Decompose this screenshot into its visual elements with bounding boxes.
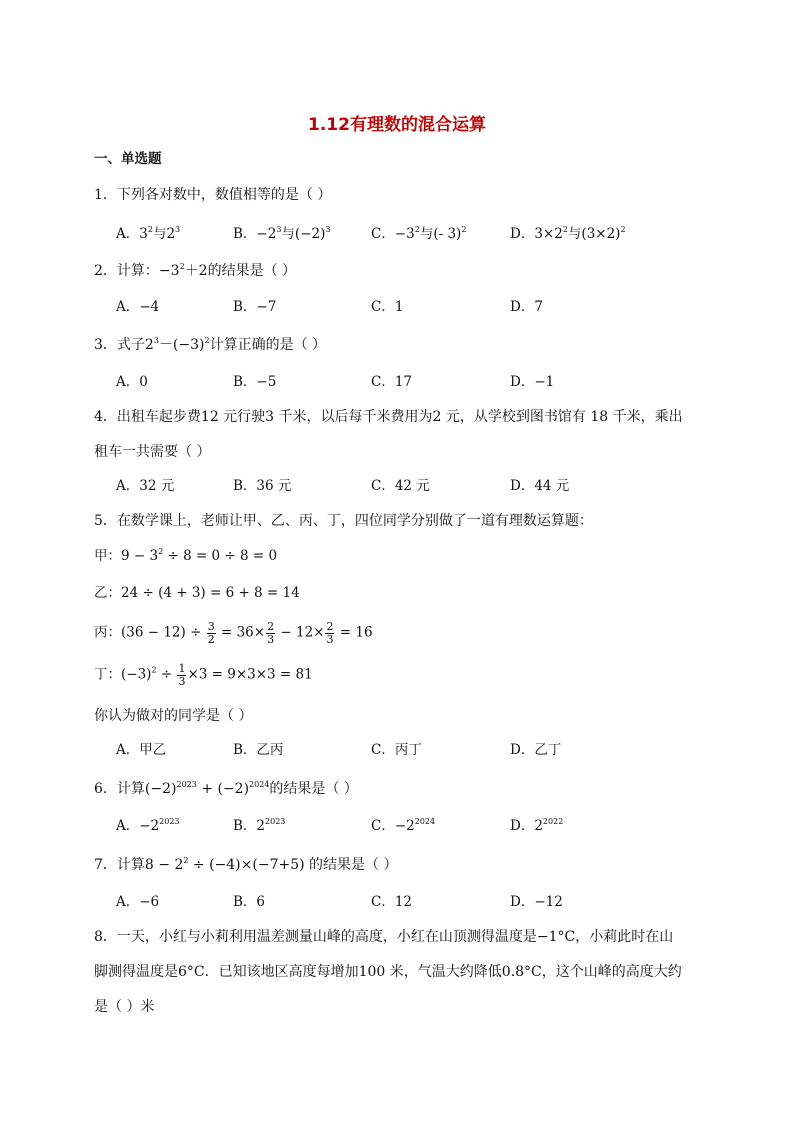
question-7-option-b: B．6 bbox=[233, 894, 266, 910]
question-3-option-b: B．−5 bbox=[233, 374, 277, 390]
question-5-option-c: C．丙丁 bbox=[371, 742, 422, 758]
fraction: $\frac{1}{3}$ bbox=[178, 662, 186, 688]
solution-bing: 丙：(36 − 12) ÷ $\frac{3}{2}$ = 36× $\frac{2}{3}$ − 12× $\frac{2}{3}$ = 16 bbox=[94, 620, 373, 646]
question-7-option-d: D．−12 bbox=[510, 894, 563, 910]
question-8-stem-line-3: 是（ ）米 bbox=[94, 999, 155, 1015]
fraction: $\frac{2}{3}$ bbox=[326, 620, 334, 646]
question-2-option-c: C．1 bbox=[371, 299, 404, 315]
question-6-stem: 6．计算$(-2)^{2023} + (-2)^{2024}$的结果是（ ） bbox=[94, 780, 358, 797]
question-4-option-a: A．32 元 bbox=[116, 478, 175, 494]
question-5-option-d: D．乙丁 bbox=[510, 742, 562, 758]
question-6-option-c: C．$-2^{2024}$ bbox=[371, 817, 436, 834]
question-3-option-c: C．17 bbox=[371, 374, 413, 390]
question-6-option-a: A．$-2^{2023}$ bbox=[116, 817, 180, 834]
fraction: $\frac{3}{2}$ bbox=[207, 620, 215, 646]
solution-ding: 丁：$(-3)^2$ ÷ $\frac{1}{3}$ ×3 = 9×3×3 = 81 bbox=[94, 662, 313, 688]
solution-jia: 甲：$9 - 3^2 \div 8 = 0 \div 8 = 0$ bbox=[94, 547, 278, 564]
question-7-option-c: C．12 bbox=[371, 894, 413, 910]
question-3-stem: 3．式子$2^3-(-3)^2$计算正确的是（ ） bbox=[94, 336, 327, 353]
question-5-stem: 5．在数学课上，老师让甲、乙、丙、丁，四位同学分别做了一道有理数运算题： bbox=[94, 513, 593, 529]
question-5-option-b: B．乙丙 bbox=[233, 742, 284, 758]
question-4-stem-line-1: 4．出租车起步费12 元行驶3 千米，以后每千米费用为2 元，从学校到图书馆有 18 千米，乘出 bbox=[94, 409, 683, 425]
question-1-stem: 1．下列各对数中，数值相等的是（ ） bbox=[94, 187, 332, 203]
question-8-stem-line-1: 8．一天，小红与小莉利用温差测量山峰的高度，小红在山顶测得温度是−1°C，小莉此时在山 bbox=[94, 929, 674, 945]
fraction: $\frac{2}{3}$ bbox=[267, 620, 275, 646]
question-2-stem: 2．计算：$-3^2+2$的结果是（ ） bbox=[94, 262, 297, 279]
question-2-option-a: A．−4 bbox=[116, 299, 160, 315]
question-1-option-a: A．$3^2$与$2^3$ bbox=[116, 225, 181, 242]
page-title: 1.12有理数的混合运算 bbox=[308, 115, 486, 135]
question-2-option-d: D．7 bbox=[510, 299, 543, 315]
solution-yi: 乙：24 ÷ (4 + 3) = 6 + 8 = 14 bbox=[94, 585, 300, 601]
question-4-option-b: B．36 元 bbox=[233, 478, 292, 494]
question-6-option-b: B．$2^{2023}$ bbox=[233, 817, 286, 834]
question-4-stem-line-2: 租车一共需要（ ） bbox=[94, 444, 211, 460]
question-5-ask: 你认为做对的同学是（ ） bbox=[94, 708, 253, 724]
question-4-option-d: D．44 元 bbox=[510, 478, 570, 494]
question-7-stem: 7．计算$8 - 2^2 \div (-4)\times(-7+5)$ 的结果是（ ） bbox=[94, 856, 398, 873]
question-3-option-a: A．0 bbox=[116, 374, 148, 390]
section-heading: 一、单选题 bbox=[94, 151, 162, 167]
question-1-option-b: B．$-2^3$与$(-2)^3$ bbox=[233, 225, 331, 242]
question-5-option-a: A．甲乙 bbox=[116, 742, 167, 758]
question-4-option-c: C．42 元 bbox=[371, 478, 430, 494]
question-1-option-c: C．$-3^2$与(- 3)$^2$ bbox=[371, 225, 467, 242]
question-8-stem-line-2: 脚测得温度是6°C．已知该地区高度每增加100 米，气温大约降低0.8°C，这个山峰的高度大约 bbox=[94, 964, 682, 980]
question-2-option-b: B．−7 bbox=[233, 299, 277, 315]
question-1-option-d: D．$3\times 2^2$与$(3\times 2)^2$ bbox=[510, 225, 626, 242]
question-7-option-a: A．−6 bbox=[116, 894, 160, 910]
question-3-option-d: D．−1 bbox=[510, 374, 555, 390]
question-6-option-d: D．$2^{2022}$ bbox=[510, 817, 564, 834]
